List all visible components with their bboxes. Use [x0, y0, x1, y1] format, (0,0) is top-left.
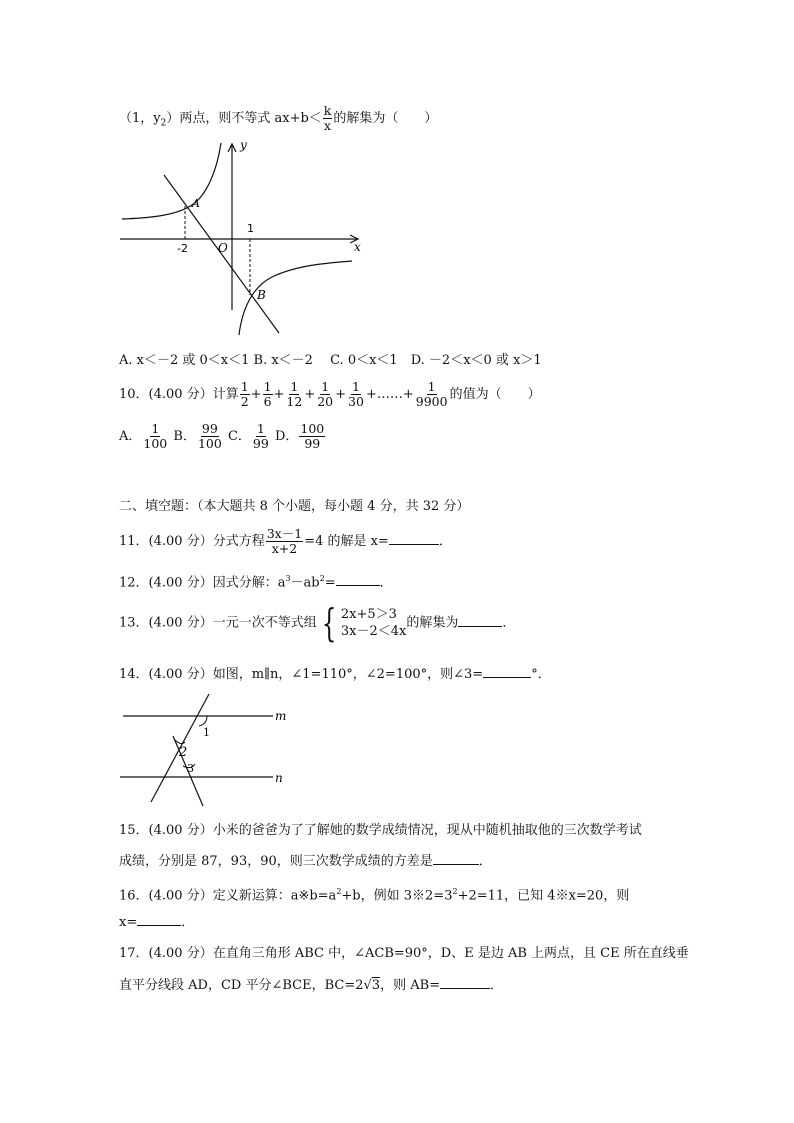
q17-blank[interactable]: [440, 976, 490, 989]
label-1: 1: [203, 726, 210, 739]
q15-line2: 成绩，分别是 87，93，90，则三次数学成绩的方差是 ．: [119, 854, 492, 869]
q10-term-3: $\frac{1}{12}$: [286, 379, 303, 409]
q10-option-a-frac: $\frac{1}{100}$: [143, 421, 168, 451]
q16-line1: 16．(4.00 分）定义新运算：$a※b=a^2+b$，例如 $3※2=3^2+2=11$，已知 4※x=20，则: [119, 887, 630, 904]
q11-blank[interactable]: [389, 532, 439, 545]
q9-stem: （1，$y_2$）两点，则不等式 ax+b＜ $\frac{k}{x}$ 的解集为（ ）: [119, 103, 438, 133]
tick-neg2: -2: [177, 242, 188, 255]
label-2: 2: [179, 745, 188, 760]
q10-option-a: A． $\frac{1}{100}$: [119, 421, 168, 451]
q16-line2: x= ．: [119, 915, 195, 930]
q10-stem: 10．(4.00 分）计算 $\frac{1}{2}$ + $\frac{1}{6}$ + $\frac{1}{12}$ + $\frac{1}{20}$ + $\frac{1}{30}$ +……+ $\frac{1}{9900}$ 的值为（ ）: [119, 379, 541, 409]
q12: 12．(4.00 分）因式分解：$a^3-ab^2=$ ．: [119, 574, 393, 591]
q13-brace: {: [321, 601, 337, 645]
q11-fraction: $\frac{3x-1}{x+2}$: [266, 526, 303, 556]
q9-graph: [112, 135, 372, 350]
q16-blank[interactable]: [137, 913, 181, 926]
q10-options: [119, 422, 326, 451]
y-label: y: [240, 138, 247, 152]
q10-term-4: $\frac{1}{20}$: [317, 379, 334, 409]
q11: 11．(4.00 分）分式方程 $\frac{3x-1}{x+2}$ =4 的解是 x= ．: [119, 526, 452, 556]
q17-line1: 17．(4.00 分）在直角三角形 ABC 中，∠ACB=90°，D、E 是边 AB 上两点，且 CE 所在直线垂: [119, 946, 689, 961]
q13-blank[interactable]: [458, 614, 502, 627]
tick-1: 1: [247, 222, 254, 235]
q15-blank[interactable]: [433, 852, 479, 865]
q13-system: [317, 601, 407, 645]
x-label: x: [354, 240, 361, 254]
point-b-label: B: [257, 288, 266, 302]
q14-blank[interactable]: [483, 665, 531, 678]
hyperbola-upper-left: [122, 143, 221, 219]
q10-term-1: $\frac{1}{2}$: [240, 379, 249, 409]
origin-label: O: [218, 241, 228, 255]
q12-blank[interactable]: [336, 573, 380, 586]
q17-line2: 直平分线段 AD，CD 平分∠BCE，BC=2√3，则 AB= ．: [119, 978, 504, 993]
q10-term-last: $\frac{1}{9900}$: [415, 379, 448, 409]
q10-option-b-frac: $\frac{99}{100}$: [197, 421, 222, 451]
q10-option-d-frac: $\frac{100}{99}$: [300, 421, 325, 451]
sqrt-symbol: √: [363, 978, 372, 993]
label-3: 3: [187, 762, 194, 775]
point-a-label: A: [192, 197, 200, 210]
q14-figure: [115, 690, 295, 810]
q15-line1: 15．(4.00 分）小米的爸爸为了了解她的数学成绩情况，现从中随机抽取他的三次数学考试: [119, 823, 642, 838]
q10-option-c: C． $\frac{1}{99}$: [227, 421, 269, 451]
q13-system-lines: 2x+5＞3 3x－2＜4x: [340, 607, 407, 639]
q10-term-5: $\frac{1}{30}$: [348, 379, 364, 409]
section-2-heading: 二、填空题：（本大题共 8 个小题，每小题 4 分，共 32 分）: [119, 499, 470, 514]
q10-option-b: B． $\frac{99}{100}$: [173, 421, 222, 451]
q10-option-d: D． $\frac{100}{99}$: [274, 421, 325, 451]
label-n: n: [275, 771, 283, 785]
q10-term-2: $\frac{1}{6}$: [263, 379, 272, 409]
q9-fraction: $\frac{k}{x}$: [323, 103, 332, 133]
q9-options: A. x＜－2 或 0＜x＜1 B. x＜－2 C. 0＜x＜1 D. －2＜x＜0 或 x＞1: [119, 353, 542, 368]
hyperbola-lower-right: [239, 261, 352, 335]
angle-1-arc: [199, 716, 207, 726]
q13: 13．(4.00 分）一元一次不等式组 { 2x+5＞3 3x－2＜4x 的解集为 ．: [119, 601, 516, 645]
q10-option-c-frac: $\frac{1}{99}$: [252, 421, 269, 451]
label-m: m: [275, 709, 287, 723]
q14: 14．(4.00 分）如图，m∥n，∠1=110°，∠2=100°，则∠3= °．: [119, 667, 551, 682]
